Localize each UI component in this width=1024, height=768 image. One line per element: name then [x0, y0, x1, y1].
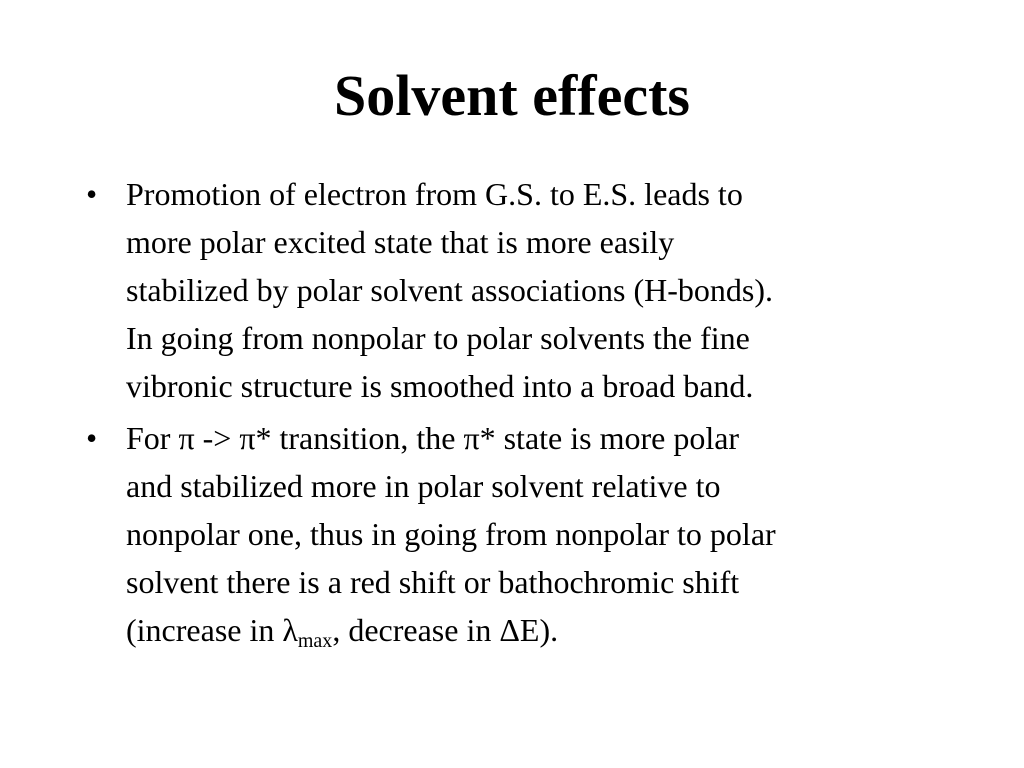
- bullet-item-pi-transition: [82, 414, 962, 654]
- lambda-max-subscript: max: [297, 630, 333, 652]
- bullet-text-line: solvent there is a red shift or bathochromic shift: [126, 564, 740, 600]
- bullet-text-line: more polar excited state that is more easily: [126, 224, 675, 260]
- bullet-marker-icon: •: [86, 420, 98, 456]
- bullet-text-line: For π -> π* transition, the π* state is more polar: [126, 420, 740, 456]
- bullet-text-line: nonpolar one, thus in going from nonpolar to polar: [126, 516, 776, 552]
- bullet-item-promotion: [82, 170, 962, 410]
- lambda-prefix-text: (increase in λ: [126, 612, 298, 648]
- bullet-text-line-with-subscript: [126, 606, 962, 654]
- delta-e-suffix-text: , decrease in ΔE).: [332, 612, 559, 648]
- bullet-text-line: Promotion of electron from G.S. to E.S. leads to: [126, 176, 743, 212]
- bullet-marker-icon: •: [86, 176, 98, 212]
- bullet-text-line: In going from nonpolar to polar solvents the fine: [126, 320, 750, 356]
- bullet-text-line: stabilized by polar solvent associations (H-bonds).: [126, 272, 773, 308]
- bullet-text-line: vibronic structure is smoothed into a broad band.: [126, 368, 754, 404]
- bullet-text-line: and stabilized more in polar solvent relative to: [126, 468, 721, 504]
- slide-title: Solvent effects: [334, 63, 690, 128]
- bullet-list: [82, 170, 962, 658]
